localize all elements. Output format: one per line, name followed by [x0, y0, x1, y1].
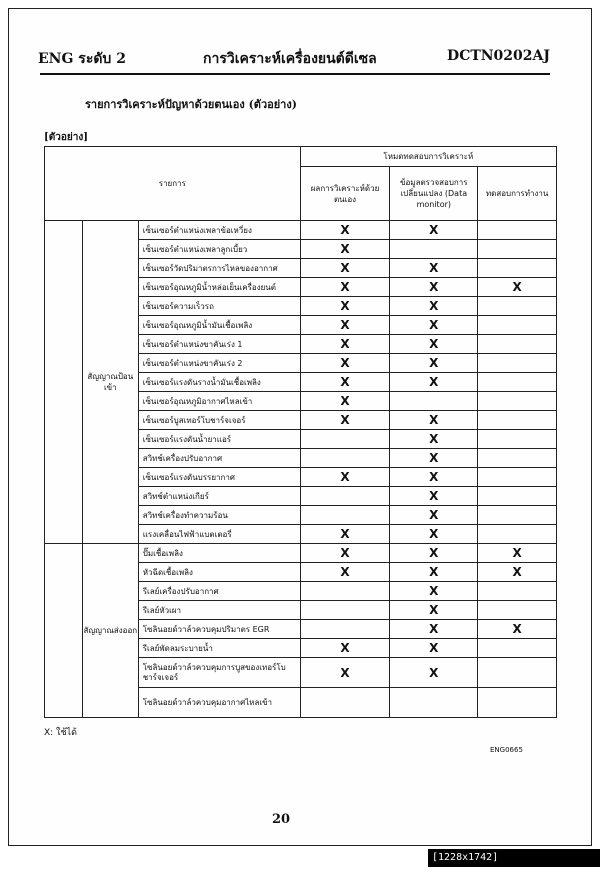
- row-label: เซ็นเซอร์ความเร็วรถ: [138, 297, 300, 316]
- row-label: รีเลย์เครื่องปรับอากาศ: [138, 582, 300, 601]
- mark-cell: X: [478, 544, 557, 563]
- row-label: เซ็นเซอร์อุณหภูมิอากาศไหลเข้า: [138, 392, 300, 411]
- mark-cell: [300, 430, 390, 449]
- mark-cell: X: [390, 582, 478, 601]
- mark-cell: X: [300, 525, 390, 544]
- test-mode-header: โหมดทดสอบการวิเคราะห์: [300, 147, 556, 167]
- mark-cell: [478, 411, 557, 430]
- row-label: เซ็นเซอร์วัดปริมาตรการไหลของอากาศ: [138, 259, 300, 278]
- mark-cell: [478, 335, 557, 354]
- row-label: โซลินอยด์วาล์วควบคุมอากาศไหลเข้า: [138, 688, 300, 718]
- mark-cell: X: [300, 392, 390, 411]
- mark-cell: [478, 354, 557, 373]
- row-label: เซ็นเซอร์บูสเทอร์โบชาร์จเจอร์: [138, 411, 300, 430]
- row-label: เซ็นเซอร์ตำแหน่งขาคันเร่ง 2: [138, 354, 300, 373]
- mark-cell: X: [390, 259, 478, 278]
- mark-cell: [478, 601, 557, 620]
- mark-cell: X: [300, 563, 390, 582]
- col-header-data-monitor: ข้อมูลตรวจสอบการเปลี่ยนแปลง (Data monitor): [390, 167, 478, 221]
- row-label: รีเลย์หัวเผา: [138, 601, 300, 620]
- row-label: แรงเคลื่อนไฟฟ้าแบตเตอรี่: [138, 525, 300, 544]
- row-label: หัวฉีดเชื้อเพลิง: [138, 563, 300, 582]
- mark-cell: X: [390, 430, 478, 449]
- row-label: เซ็นเซอร์ตำแหน่งขาคันเร่ง 1: [138, 335, 300, 354]
- mark-cell: X: [300, 316, 390, 335]
- mark-cell: X: [390, 563, 478, 582]
- group-spacer-cell: [45, 544, 83, 718]
- mark-cell: X: [300, 297, 390, 316]
- mark-cell: [478, 316, 557, 335]
- row-label: ปั๊มเชื้อเพลิง: [138, 544, 300, 563]
- example-label: [ตัวอย่าง]: [44, 132, 88, 143]
- row-label: เซ็นเซอร์แรงดันรางน้ำมันเชื้อเพลิง: [138, 373, 300, 392]
- mark-cell: [478, 487, 557, 506]
- diagnosis-table: [44, 146, 557, 718]
- row-label: เซ็นเซอร์แรงดันน้ำยาแอร์: [138, 430, 300, 449]
- row-label: โซลินอยด์วาล์วควบคุมปริมาตร EGR: [138, 620, 300, 639]
- mark-cell: [390, 392, 478, 411]
- header-title: การวิเคราะห์เครื่องยนต์ดีเซล: [203, 51, 377, 67]
- mark-cell: X: [478, 563, 557, 582]
- row-label: รีเลย์พัดลมระบายน้ำ: [138, 639, 300, 658]
- mark-cell: X: [300, 373, 390, 392]
- watermark-bar: [1228x1742] https://upic.me/: [428, 849, 600, 867]
- mark-cell: [300, 620, 390, 639]
- mark-cell: X: [390, 373, 478, 392]
- header-rule: [40, 73, 550, 75]
- table-row: [45, 544, 557, 563]
- mark-cell: X: [390, 525, 478, 544]
- mark-cell: [478, 639, 557, 658]
- mark-cell: X: [300, 240, 390, 259]
- mark-cell: X: [300, 354, 390, 373]
- col-header-self-diagnosis: ผลการวิเคราะห์ด้วยตนเอง: [300, 167, 390, 221]
- mark-cell: [300, 688, 390, 718]
- mark-cell: X: [390, 221, 478, 240]
- table-row: [45, 221, 557, 240]
- mark-cell: [478, 373, 557, 392]
- row-label: สวิทช์เครื่องทำความร้อน: [138, 506, 300, 525]
- figure-code: ENG0665: [490, 746, 523, 754]
- mark-cell: [478, 525, 557, 544]
- mark-cell: X: [300, 411, 390, 430]
- mark-cell: [478, 240, 557, 259]
- mark-cell: X: [390, 449, 478, 468]
- mark-cell: [390, 688, 478, 718]
- mark-cell: [478, 392, 557, 411]
- mark-cell: [478, 259, 557, 278]
- mark-cell: X: [300, 221, 390, 240]
- row-label: เซ็นเซอร์แรงดันบรรยากาศ: [138, 468, 300, 487]
- mark-cell: [300, 449, 390, 468]
- mark-cell: [300, 506, 390, 525]
- group-spacer-cell: [45, 221, 83, 544]
- mark-cell: X: [300, 468, 390, 487]
- row-label: สวิทช์ตำแหน่งเกียร์: [138, 487, 300, 506]
- mark-cell: X: [300, 658, 390, 688]
- mark-cell: X: [300, 639, 390, 658]
- header-level: ENG ระดับ 2: [38, 51, 126, 67]
- mark-cell: X: [300, 544, 390, 563]
- mark-cell: X: [300, 278, 390, 297]
- mark-cell: X: [390, 620, 478, 639]
- mark-cell: [478, 221, 557, 240]
- mark-cell: X: [390, 316, 478, 335]
- mark-cell: [300, 601, 390, 620]
- mark-cell: X: [390, 354, 478, 373]
- mark-cell: X: [390, 468, 478, 487]
- row-label: เซ็นเซอร์อุณหภูมิน้ำหล่อเย็นเครื่องยนต์: [138, 278, 300, 297]
- mark-cell: X: [300, 335, 390, 354]
- row-label: โซลินอยด์วาล์วควบคุมการบูสของเทอร์โบชาร์จเจอร์: [138, 658, 300, 688]
- header-code: DCTN0202AJ: [447, 48, 550, 64]
- items-header: รายการ: [45, 147, 301, 221]
- mark-cell: X: [390, 335, 478, 354]
- legend-note: X: ใช้ได้: [44, 728, 77, 738]
- mark-cell: X: [390, 411, 478, 430]
- mark-cell: X: [300, 259, 390, 278]
- mark-cell: [478, 506, 557, 525]
- col-header-active-test: ทดสอบการทำงาน: [478, 167, 557, 221]
- mark-cell: [478, 449, 557, 468]
- mark-cell: [390, 240, 478, 259]
- mark-cell: X: [390, 506, 478, 525]
- row-label: เซ็นเซอร์ตำแหน่งเพลาข้อเหวี่ยง: [138, 221, 300, 240]
- mark-cell: X: [478, 620, 557, 639]
- row-label: สวิทช์เครื่องปรับอากาศ: [138, 449, 300, 468]
- mark-cell: X: [390, 658, 478, 688]
- mark-cell: [478, 688, 557, 718]
- mark-cell: X: [390, 297, 478, 316]
- mark-cell: X: [478, 278, 557, 297]
- mark-cell: X: [390, 487, 478, 506]
- group-label: สัญญาณป้อนเข้า: [82, 221, 138, 544]
- mark-cell: [478, 658, 557, 688]
- mark-cell: X: [390, 639, 478, 658]
- page-subtitle: รายการวิเคราะห์ปัญหาด้วยตนเอง (ตัวอย่าง): [85, 98, 297, 111]
- mark-cell: [478, 430, 557, 449]
- mark-cell: [300, 487, 390, 506]
- mark-cell: X: [390, 601, 478, 620]
- group-label: สัญญาณส่งออก: [82, 544, 138, 718]
- row-label: เซ็นเซอร์อุณหภูมิน้ำมันเชื้อเพลิง: [138, 316, 300, 335]
- mark-cell: [478, 582, 557, 601]
- mark-cell: X: [390, 278, 478, 297]
- mark-cell: [478, 468, 557, 487]
- mark-cell: [300, 582, 390, 601]
- row-label: เซ็นเซอร์ตำแหน่งเพลาลูกเบี้ยว: [138, 240, 300, 259]
- mark-cell: [478, 297, 557, 316]
- mark-cell: X: [390, 544, 478, 563]
- page-number: 20: [272, 812, 291, 827]
- page-header: [38, 48, 550, 72]
